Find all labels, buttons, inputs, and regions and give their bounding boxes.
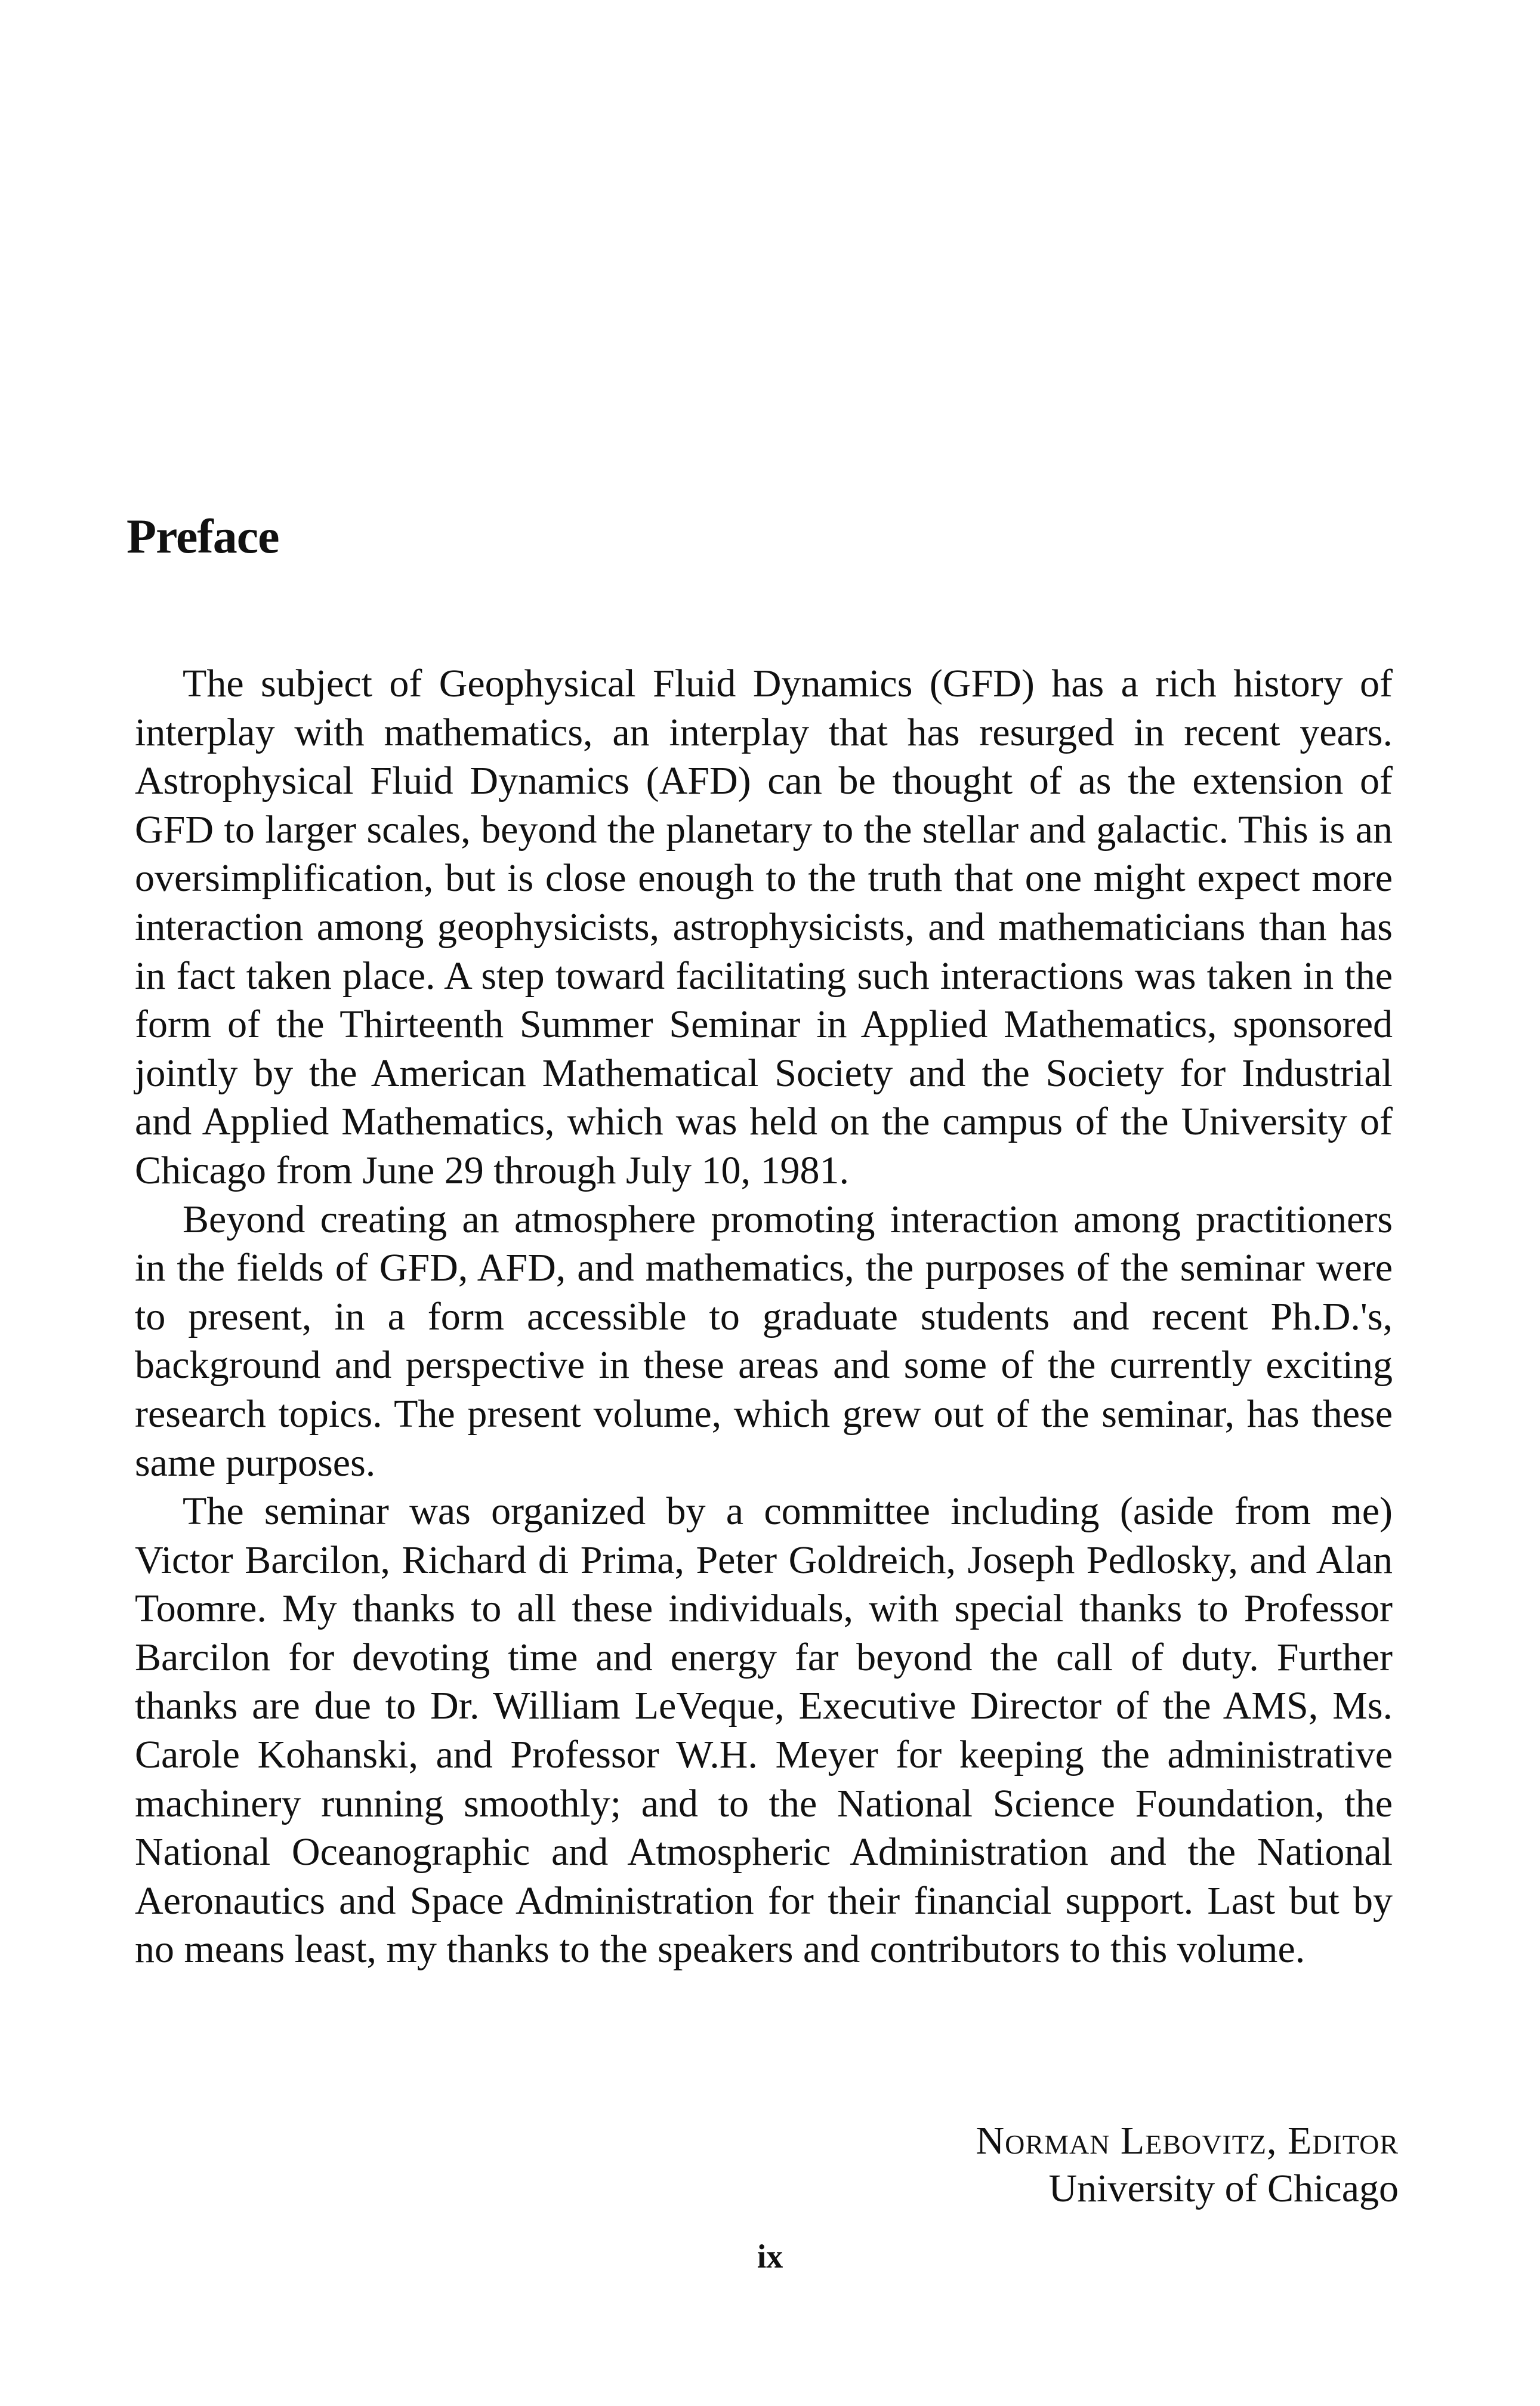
paragraph-1: The subject of Geophysical Fluid Dynamics (GFD) has a rich history of interplay with mathematics, an interplay that has resurged in recent years. Astrophysical Fluid Dynamics (AFD) can be thought of as the extension of GFD to larger scales, beyond the planetary to the stellar and galactic. This is an oversimplification, but is close enough to the truth that one might expect more interaction among geophysicists, astrophysicists, and mathematicians than has in fact taken place. A step toward facilitating such interactions was taken in the form of the Thirteenth Summer Seminar in Applied Mathematics, sponsored jointly by the American Mathematical Society and the Society for Industrial and Applied Mathematics, which was held on the campus of the University of Chicago from June 29 through July 10, 1981. xyxy=(135,662,1393,1192)
editor-affiliation: University of Chicago xyxy=(1048,2167,1399,2210)
paragraph-3: The seminar was organized by a committee including (aside from me) Victor Barcilon, Richard di Prima, Peter Goldreich, Joseph Pedlosky, and Alan Toomre. My thanks to all these individuals, with special thanks to Professor Barcilon for devoting time and energy far beyond the call of duty. Further thanks are due to Dr. William LeVeque, Executive Director of the AMS, Ms. Carole Kohanski, and Professor W.H. Meyer for keeping the administrative machinery running smoothly; and to the National Science Foundation, the National Oceanographic and Atmospheric Administration and the National Aeronautics and Space Administration for their financial support. Last but by no means least, my thanks to the speakers and contributors to this volume. xyxy=(135,1489,1393,1972)
page-title: Preface xyxy=(126,509,279,563)
page-number: ix xyxy=(757,2238,783,2275)
editor-name: Norman Lebovitz, Editor xyxy=(976,2119,1399,2163)
preface-body xyxy=(135,659,1393,1974)
signature-block xyxy=(976,2117,1399,2213)
paragraph-2: Beyond creating an atmosphere promoting interaction among practitioners in the fields of GFD, AFD, and mathematics, the purposes of the seminar were to present, in a form accessible to graduate students and recent Ph.D.'s, background and perspective in these areas and some of the currently exciting research topics. The present volume, which grew out of the seminar, has these same purposes. xyxy=(135,1197,1393,1485)
